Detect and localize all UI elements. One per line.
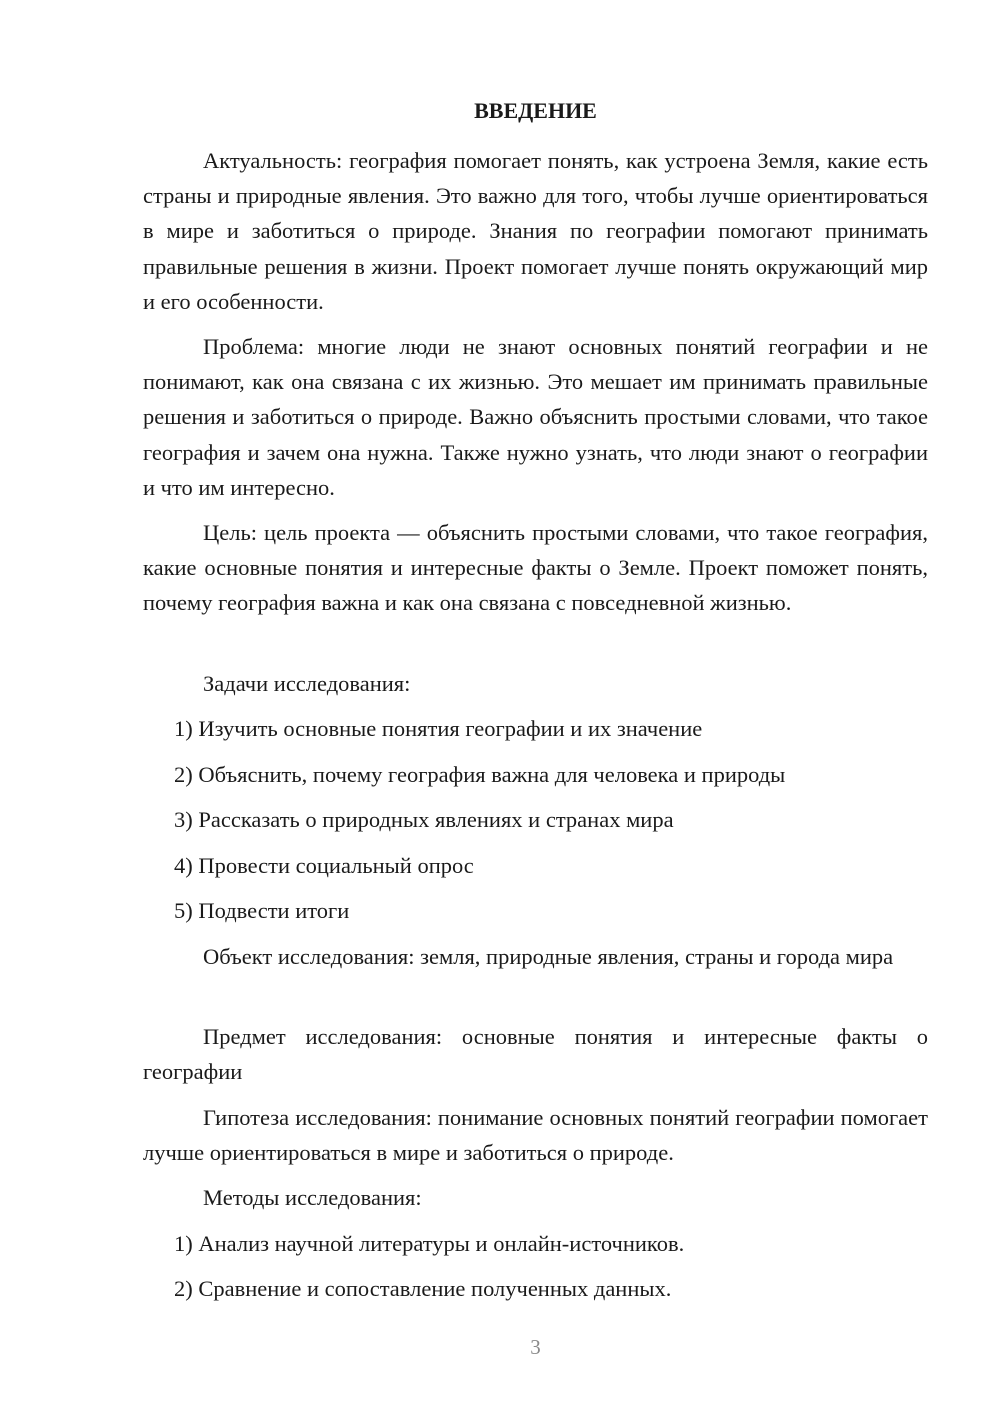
task-item-5: 5) Подвести итоги xyxy=(174,898,350,923)
subject-paragraph: Предмет исследования: основные понятия и интересные факты о географии xyxy=(143,1024,928,1085)
document-page xyxy=(143,0,928,1414)
task-item-4: 4) Провести социальный опрос xyxy=(174,853,474,878)
goal-paragraph: Цель: цель проекта — объяснить простыми словами, что такое география, какие основные понятия и интересные факты о Земле. Проект поможет понять, почему география важна и как она связана с повседневной жизнью. xyxy=(143,520,928,616)
method-item-2: 2) Сравнение и сопоставление полученных данных. xyxy=(174,1276,672,1301)
object-paragraph: Объект исследования: земля, природные явления, страны и города мира xyxy=(203,944,894,969)
section-title: ВВЕДЕНИЕ xyxy=(474,98,597,123)
problem-paragraph: Проблема: многие люди не знают основных понятий географии и не понимают, как она связана с их жизнью. Это мешает им принимать правильные решения и заботиться о природе. Важно объяснить простыми словами, что такое география и зачем она нужна. Также нужно узнать, что люди знают о географии и что им интересно. xyxy=(143,334,928,500)
actuality-paragraph: Актуальность: география помогает понять, как устроена Земля, какие есть страны и природные явления. Это важно для того, чтобы лучше ориентироваться в мире и заботиться о природе. Знания по географии помогают принимать правильные решения в жизни. Проект помогает лучше понять окружающий мир и его особенности. xyxy=(143,148,928,314)
page-number: 3 xyxy=(530,1335,541,1359)
method-item-1: 1) Анализ научной литературы и онлайн-источников. xyxy=(174,1231,685,1256)
tasks-heading: Задачи исследования: xyxy=(203,671,411,696)
hypothesis-paragraph: Гипотеза исследования: понимание основных понятий географии помогает лучше ориентироваться в мире и заботиться о природе. xyxy=(143,1105,928,1166)
task-item-2: 2) Объяснить, почему география важна для человека и природы xyxy=(174,762,786,787)
task-item-3: 3) Рассказать о природных явлениях и странах мира xyxy=(174,807,674,832)
methods-heading: Методы исследования: xyxy=(203,1185,422,1210)
task-item-1: 1) Изучить основные понятия географии и их значение xyxy=(174,716,703,741)
